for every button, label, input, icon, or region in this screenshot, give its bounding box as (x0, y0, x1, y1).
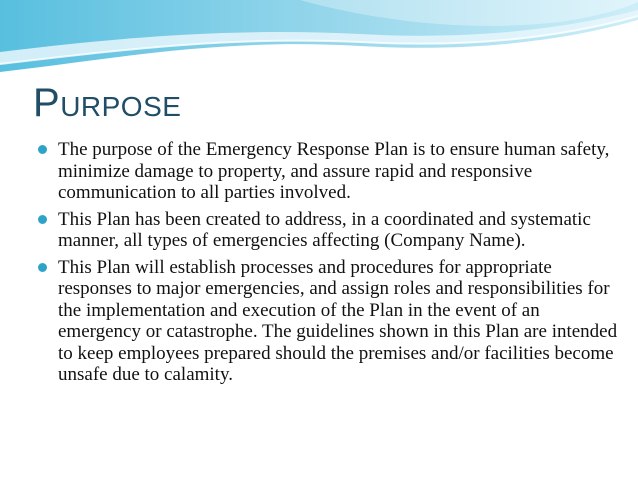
slide-title-rest: URPOSE (60, 91, 182, 122)
slide-title (33, 78, 181, 132)
bullet-dot-icon (38, 215, 47, 224)
bullet-dot-icon (38, 263, 47, 272)
list-item (38, 257, 618, 386)
list-item (38, 209, 618, 252)
bullet-list (38, 139, 618, 391)
slide-title-initial: P (33, 81, 61, 125)
bullet-text: The purpose of the Emergency Response Plan is to ensure human safety, minimize damage to property, and assure rapid and responsive communication to all parties involved. (58, 139, 610, 203)
header-wave-decoration (0, 0, 638, 90)
bullet-text: This Plan will establish processes and procedures for appropriate responses to major emergencies, and assign roles and responsibilities for the implementation and execution of the Plan in the event of an emergency or catastrophe. The guidelines shown in this Plan are intended to keep employees prepared should the premises and/or facilities become unsafe due to calamity. (58, 256, 618, 385)
list-item (38, 139, 618, 204)
bullet-text: This Plan has been created to address, in a coordinated and systematic manner, all types of emergencies affecting (Company Name). (58, 208, 591, 251)
bullet-dot-icon (38, 145, 47, 154)
